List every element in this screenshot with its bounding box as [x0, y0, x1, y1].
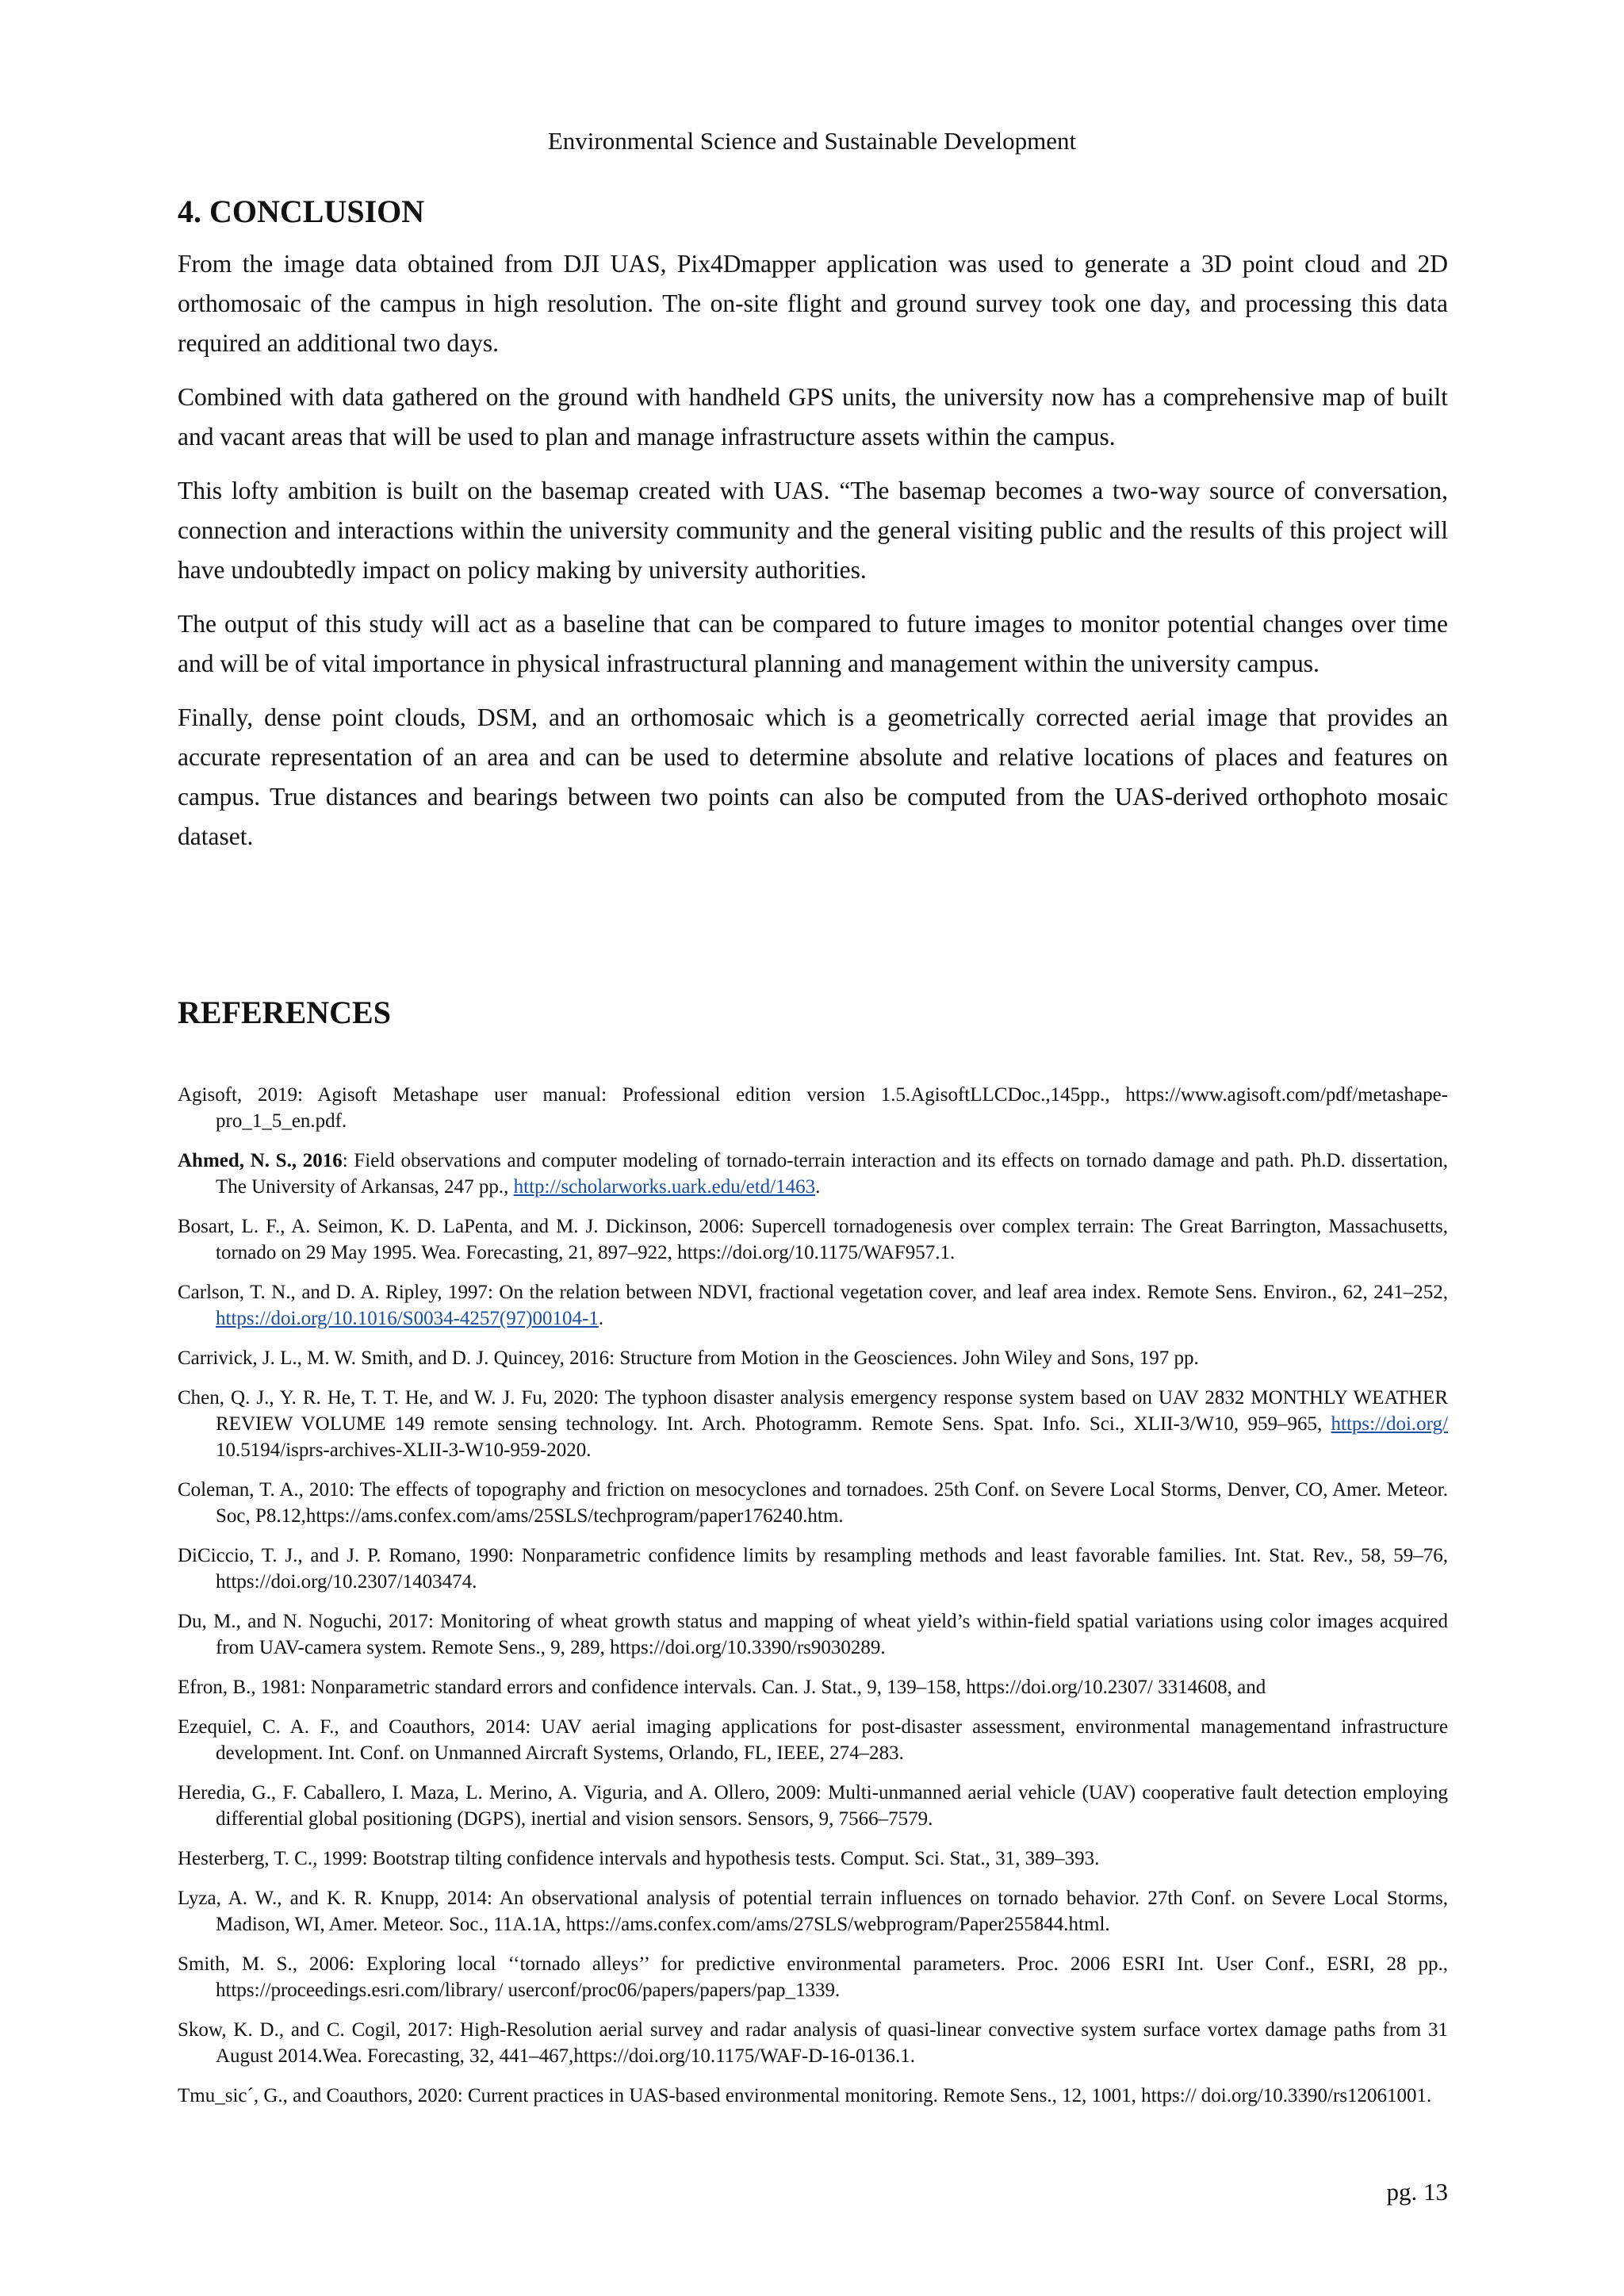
conclusion-paragraph: From the image data obtained from DJI UAS, Pix4Dmapper application was used to generate a 3D point cloud and 2D orthomosaic of the campus in high resolution. The on-site flight and ground survey took one day, and processing this data required an additional two days.	[178, 250, 1448, 357]
reference-text: Smith, M. S., 2006: Exploring local ‘‘tornado alleys’’ for predictive environmental parameters. Proc. 2006 ESRI Int. User Conf., ESRI, 28 pp., https://proceedings.esri.com/library/ userconf/proc06/papers/papers/pap_1339.	[178, 1953, 1448, 2001]
conclusion-paragraph: This lofty ambition is built on the basemap created with UAS. “The basemap becomes a two-way source of conversation, connection and interactions within the university community and the general visiting public and the results of this project will have undoubtedly impact on policy making by university authorities.	[178, 477, 1448, 584]
reference-text: Skow, K. D., and C. Cogil, 2017: High-Resolution aerial survey and radar analysis of quasi-linear convective system surface vortex damage paths from 31 August 2014.Wea. Forecasting, 32, 441–467,https://doi.org/10.1175/WAF-D-16-0136.1.	[178, 2019, 1448, 2067]
reference-item	[178, 1846, 1448, 1872]
reference-item	[178, 1213, 1448, 1266]
reference-item	[178, 1279, 1448, 1332]
reference-item	[178, 1385, 1448, 1463]
references-heading: REFERENCES	[178, 995, 391, 1030]
reference-text: Heredia, G., F. Caballero, I. Maza, L. Merino, A. Viguria, and A. Ollero, 2009: Multi-unmanned aerial vehicle (UAV) cooperative fault detection employing differential global positioning (DGPS), inertial and vision sensors. Sensors, 9, 7566–7579.	[178, 1782, 1448, 1830]
reference-text: Carlson, T. N., and D. A. Ripley, 1997: On the relation between NDVI, fractional vegetation cover, and leaf area index. Remote Sens. Environ., 62, 241–252,	[178, 1282, 1448, 1303]
reference-text: DiCiccio, T. J., and J. P. Romano, 1990: Nonparametric confidence limits by resampling methods and least favorable families. Int. Stat. Rev., 58, 59–76, https://doi.org/10.2307/1403474.	[178, 1545, 1448, 1593]
reference-item	[178, 1477, 1448, 1529]
reference-item	[178, 2083, 1448, 2109]
reference-item	[178, 1148, 1448, 1200]
reference-text: Lyza, A. W., and K. R. Knupp, 2014: An observational analysis of potential terrain influences on tornado behavior. 27th Conf. on Severe Local Storms, Madison, WI, Amer. Meteor. Soc., 11A.1A, https://ams.confex.com/ams/27SLS/webprogram/Paper255844.html.	[178, 1888, 1448, 1935]
running-header: Environmental Science and Sustainable Development	[547, 127, 1077, 155]
reference-item	[178, 1714, 1448, 1766]
reference-item	[178, 1082, 1448, 1134]
reference-text: Chen, Q. J., Y. R. He, T. T. He, and W. J. Fu, 2020: The typhoon disaster analysis emergency response system based on UAV 2832 MONTHLY WEATHER REVIEW VOLUME 149 remote sensing technology. Int. Arch. Photogramm. Remote Sens. Spat. Info. Sci., XLII-3/W10, 959–965,	[178, 1387, 1448, 1435]
reference-text: Efron, B., 1981: Nonparametric standard errors and confidence intervals. Can. J. Stat., 9, 139–158, https://doi.org/10.2307/ 3314608, and	[178, 1677, 1266, 1698]
reference-link[interactable]: https://doi.org/	[1331, 1413, 1448, 1435]
reference-text: Tmu_sic´, G., and Coauthors, 2020: Current practices in UAS-based environmental monitoring. Remote Sens., 12, 1001, https:// doi.org/10.3390/rs12061001.	[178, 2085, 1432, 2106]
reference-link[interactable]: https://doi.org/10.1016/S0034-4257(97)00104-1	[216, 1308, 599, 1329]
reference-item	[178, 1780, 1448, 1832]
reference-text: Ezequiel, C. A. F., and Coauthors, 2014: UAV aerial imaging applications for post-disaster assessment, environmental managementand infrastructure development. Int. Conf. on Unmanned Aircraft Systems, Orlando, FL, IEEE, 274–283.	[178, 1716, 1448, 1764]
page-number: pg. 13	[1386, 2178, 1448, 2206]
reference-item	[178, 1345, 1448, 1371]
reference-text: : Field observations and computer modeling of tornado-terrain interaction and its effects on tornado damage and path. Ph.D. dissertation, The University of Arkansas, 247 pp.,	[216, 1150, 1448, 1198]
reference-text: Coleman, T. A., 2010: The effects of topography and friction on mesocyclones and tornadoes. 25th Conf. on Severe Local Storms, Denver, CO, Amer. Meteor. Soc, P8.12,https://ams.confex.com/ams/25SLS/techprogram/paper176240.htm.	[178, 1479, 1448, 1527]
reference-item	[178, 2017, 1448, 2069]
reference-tail: 10.5194/isprs-archives-XLII-3-W10-959-2020.	[216, 1439, 592, 1461]
reference-tail: .	[815, 1176, 821, 1198]
reference-item	[178, 1543, 1448, 1595]
reference-text: Carrivick, J. L., M. W. Smith, and D. J. Quincey, 2016: Structure from Motion in the Geosciences. John Wiley and Sons, 197 pp.	[178, 1347, 1199, 1369]
reference-text: Agisoft, 2019: Agisoft Metashape user manual: Professional edition version 1.5.AgisoftLLCDoc.,145pp., https://www.agisoft.com/pdf/metashape-pro_1_5_en.pdf.	[178, 1084, 1448, 1132]
conclusion-heading: 4. CONCLUSION	[178, 194, 425, 229]
reference-item	[178, 1885, 1448, 1938]
reference-item	[178, 1608, 1448, 1661]
reference-item	[178, 1674, 1448, 1700]
reference-text: Du, M., and N. Noguchi, 2017: Monitoring of wheat growth status and mapping of wheat yield’s within-field spatial variations using color images acquired from UAV-camera system. Remote Sens., 9, 289, https://doi.org/10.3390/rs9030289.	[178, 1611, 1448, 1658]
conclusion-paragraph: Finally, dense point clouds, DSM, and an orthomosaic which is a geometrically corrected aerial image that provides an accurate representation of an area and can be used to determine absolute and relative locations of places and features on campus. True distances and bearings between two points can also be computed from the UAS-derived orthophoto mosaic dataset.	[178, 703, 1448, 850]
reference-text: Bosart, L. F., A. Seimon, K. D. LaPenta, and M. J. Dickinson, 2006: Supercell tornadogenesis over complex terrain: The Great Barrington, Massachusetts, tornado on 29 May 1995. Wea. Forecasting, 21, 897–922, https://doi.org/10.1175/WAF957.1.	[178, 1216, 1448, 1263]
reference-text: Hesterberg, T. C., 1999: Bootstrap tilting confidence intervals and hypothesis tests. Comput. Sci. Stat., 31, 389–393.	[178, 1848, 1100, 1869]
conclusion-body	[178, 244, 1448, 871]
reference-list	[178, 1082, 1448, 2122]
reference-link[interactable]: http://scholarworks.uark.edu/etd/1463	[513, 1176, 816, 1198]
reference-author: Ahmed, N. S., 2016	[178, 1150, 343, 1171]
conclusion-paragraph: Combined with data gathered on the ground with handheld GPS units, the university now has a comprehensive map of built and vacant areas that will be used to plan and manage infrastructure assets within the campus.	[178, 383, 1448, 450]
reference-tail: .	[598, 1308, 604, 1329]
reference-item	[178, 1951, 1448, 2003]
conclusion-paragraph: The output of this study will act as a baseline that can be compared to future images to monitor potential changes over time and will be of vital importance in physical infrastructural planning and management within the university campus.	[178, 610, 1448, 677]
